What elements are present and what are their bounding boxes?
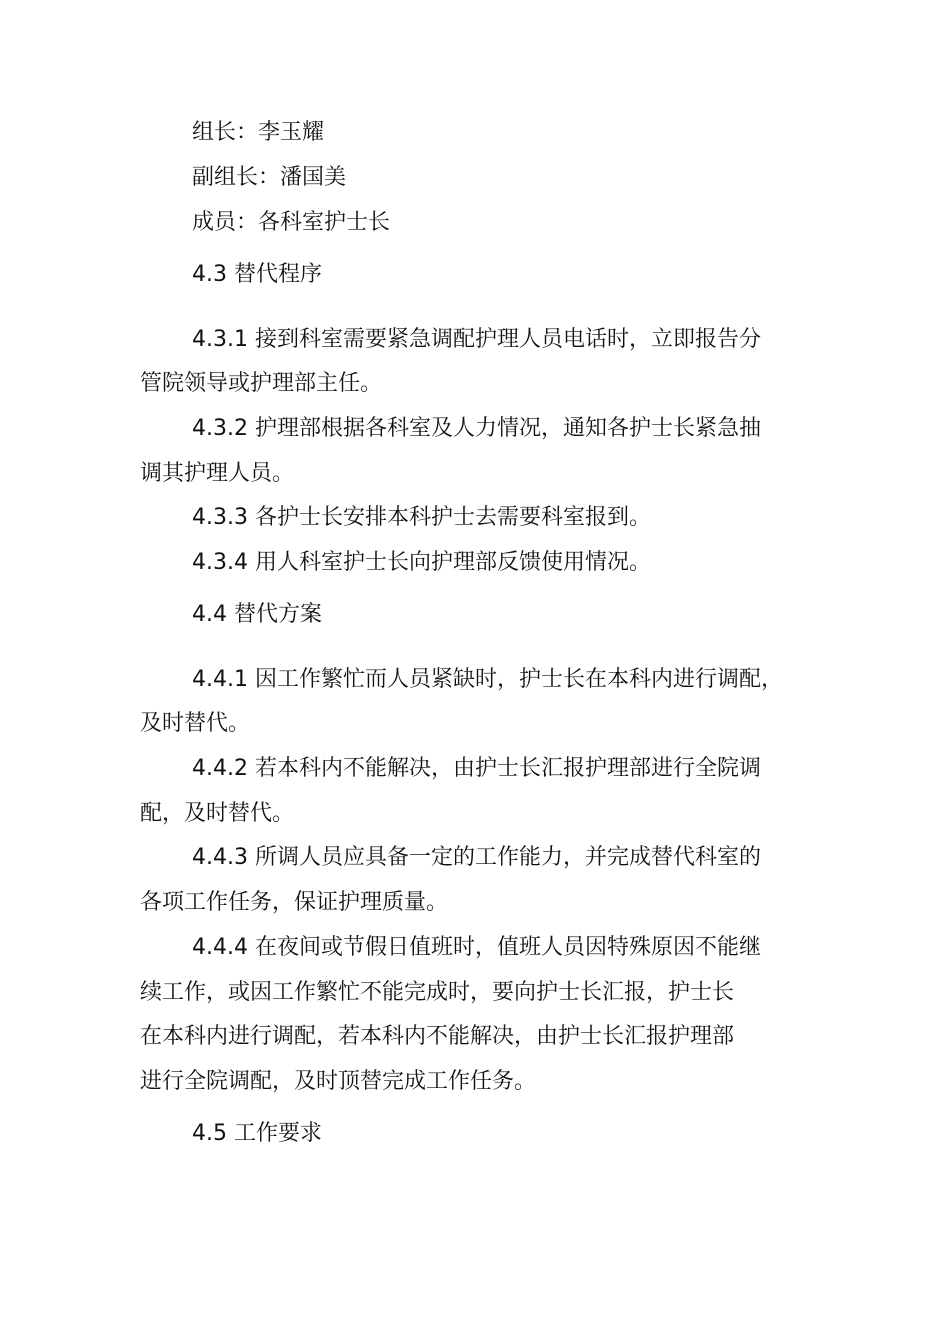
team-leader: 组长：李玉耀	[192, 120, 325, 145]
paragraph-4-4-4-line1: 4.4.4 在夜间或节假日值班时，值班人员因特殊原因不能继	[192, 935, 761, 960]
paragraph-4-4-4-line2: 续工作，或因工作繁忙不能完成时，要向护士长汇报，护士长	[140, 980, 735, 1005]
team-vice-leader: 副组长：潘国美	[192, 165, 347, 190]
paragraph-4-3-2-line2: 调其护理人员。	[140, 461, 295, 486]
paragraph-4-3-1-line2: 管院领导或护理部主任。	[140, 371, 383, 396]
paragraph-4-4-4-line4: 进行全院调配，及时顶替完成工作任务。	[140, 1069, 537, 1094]
paragraph-4-3-4: 4.3.4 用人科室护士长向护理部反馈使用情况。	[192, 550, 651, 575]
section-heading-4-3: 4.3 替代程序	[192, 262, 322, 287]
paragraph-4-4-1-line2: 及时替代。	[140, 711, 251, 736]
paragraph-4-3-1-line1: 4.3.1 接到科室需要紧急调配护理人员电话时，立即报告分	[192, 327, 761, 352]
paragraph-4-4-1-line1: 4.4.1 因工作繁忙而人员紧缺时，护士长在本科内进行调配，	[192, 667, 783, 692]
paragraph-4-4-2-line1: 4.4.2 若本科内不能解决，由护士长汇报护理部进行全院调	[192, 756, 761, 781]
paragraph-4-4-3-line2: 各项工作任务，保证护理质量。	[140, 890, 449, 915]
paragraph-4-4-3-line1: 4.4.3 所调人员应具备一定的工作能力，并完成替代科室的	[192, 845, 761, 870]
paragraph-4-3-3: 4.3.3 各护士长安排本科护士去需要科室报到。	[192, 505, 651, 530]
section-heading-4-4: 4.4 替代方案	[192, 602, 322, 627]
team-members: 成员：各科室护士长	[192, 210, 391, 235]
paragraph-4-4-4-line3: 在本科内进行调配，若本科内不能解决，由护士长汇报护理部	[140, 1024, 735, 1049]
section-heading-4-5: 4.5 工作要求	[192, 1121, 322, 1146]
paragraph-4-3-2-line1: 4.3.2 护理部根据各科室及人力情况，通知各护士长紧急抽	[192, 416, 761, 441]
paragraph-4-4-2-line2: 配，及时替代。	[140, 801, 295, 826]
